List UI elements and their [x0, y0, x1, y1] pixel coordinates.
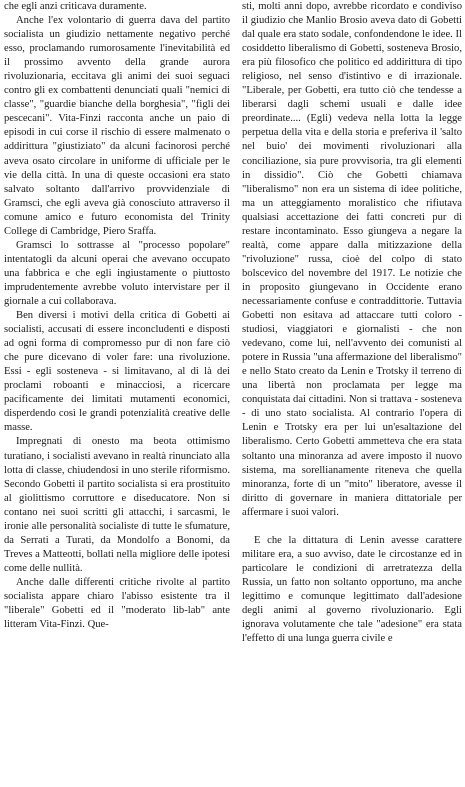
paragraph: Anche l'ex volontario di guerra dava del partito socialista un giudizio nettamente negativo perché esso, proclamando rumorosamente l'inevitabilità ed il prossimo avvento della grande aurora rivoluzionaria, eccitava gli animi dei suoi seguaci contro gli ex combattenti denunciati quali "nemici di classe", "guardie bianche della borghesia", "figli dei pescecani". Vita-Finzi racconta anche un paio di episodi in cui corse il rischio di essere malmenato o addirittura "giustiziato" da alcuni facinorosi perché aveva osato circolare in uniforme di ufficiale per le vie della città. In una di queste occasioni era stato salvato soltanto dall'arrivo provvidenziale di Gramsci, che egli aveva già conosciuto attraverso il comune amico e futuro economista del Trinity College di Cambridge, Piero Sraffa.	[4, 15, 230, 237]
right-column	[242, 0, 462, 787]
paragraph: Anche dalle differenti critiche rivolte al partito socialista appare chiaro l'abisso esistente tra il "liberale" Gobetti ed il "moderato lib-lab" ante litteram Vita-Finzi. Que-	[4, 576, 230, 631]
paragraph: che egli anzi criticava duramente.	[4, 1, 147, 12]
paragraph: Impregnati di onesto ma beota ottimismo turatiano, i socialisti avevano in realtà rinunciato alla lotta di classe, chiudendosi in uno sterile riformismo. Secondo Gobetti il partito socialista si era prostituito al giolittismo corruttore e diseducatore. Non si contano nei suoi scritti gli attacchi, i sarcasmi, le ironie alle personalità socialiste di tutte le sfumature, da Serrati a Turati, da Mondolfo a Bonomi, da Treves a Matteotti, bollati nella migliore delle ipotesi come delle nullità.	[4, 436, 230, 574]
paragraph: Gramsci lo sottrasse al "processo popolare" intentatogli da alcuni operai che avevano occupato una fabbrica e che egli ingiustamente o piuttosto imprudentemente avrebbe voluto intervistare per il giornale a cui collaborava.	[4, 239, 230, 307]
paragraph: Ben diversi i motivi della critica di Gobetti ai socialisti, accusati di essere inconcludenti e disposti ad ogni forma di compromesso pur di non fare ciò che pure dicevano di voler fare: una rivoluzione. Essi - egli sosteneva - si limitavano, al di là dei proclami roboanti e minacciosi, a ricercare pacificamente dei limitati mutamenti economici, disperdendo così le grandi potenzialità creative delle masse.	[4, 310, 230, 434]
paragraph: sti, molti anni dopo, avrebbe ricordato e condiviso il giudizio che Manlio Brosio aveva dato di Gobetti dal quale era stato sodale, confondendone le idee. Il cosiddetto liberalismo di Gobetti, sosteneva Brosio, era più filosofico che politico ed addirittura di tipo religioso, nel senso d'istintivo e di irrazionale. "Liberale, per Gobetti, era tutto ciò che tendesse a liberarsi dagli schemi usuali e dalle idee preordinate.... (Egli) vedeva nella lotta la legge perpetua della vita e della storia e preferiva il 'salto nel buio' dei movimenti rivoluzionari alla conciliazione, sia pure provvisoria, tra gli elementi in dissidio". Ciò che Gobetti chiamava "liberalismo" non era un sistema di idee politiche, ma un atteggiamento moralistico che rifiutava qualsiasi accettazione dei fatti concreti pur di restare incontaminato. Esso giungeva a negare la realtà, come appare dalla mitizzazione della "rivoluzione" russa, cioè del colpo di stato bolscevico del novembre del 1917. Le notizie che in proposito giungevano in Occidente erano necessariamente confuse e contraddittorie. Tuttavia Gobetti non esitava ad attaccare tutti coloro - studiosi, viaggiatori e giornalisti - che non vedevano, come lui, nell'avvento dei comunisti al potere in Russia "una affermazione del liberalismo" e nello Stato creato da Lenin e Trotsky il terreno di una libertà non proclamata per legge ma conquistata dai cittadini. Non si trattava - sosteneva - di uno stato socialista. Al contrario l'opera di Lenin e Trotsky era per lui un'esaltazione del liberalismo. Certo Gobetti ammetteva che era stata soltanto una minoranza ad avere imposto il nuovo sistema, ma sorellianamente riteneva che quella minoranza, forte di un "mito" liberatore, avesse il diritto di governare in maniera dittatoriale per affermare i suoi valori.	[242, 1, 462, 518]
paragraph: E che la dittatura di Lenin avesse carattere militare era, a suo avviso, date le circostanze ed in particolare le condizioni di arretratezza della Russia, un fatto non soltanto opportuno, ma anche legittimo e comunque legittimato dall'adesione degli animi al governo rivoluzionario. Egli ignorava volutamente che tale "adesione" era stata l'effetto di una lunga guerra civile e	[242, 534, 462, 645]
left-column	[4, 0, 230, 787]
